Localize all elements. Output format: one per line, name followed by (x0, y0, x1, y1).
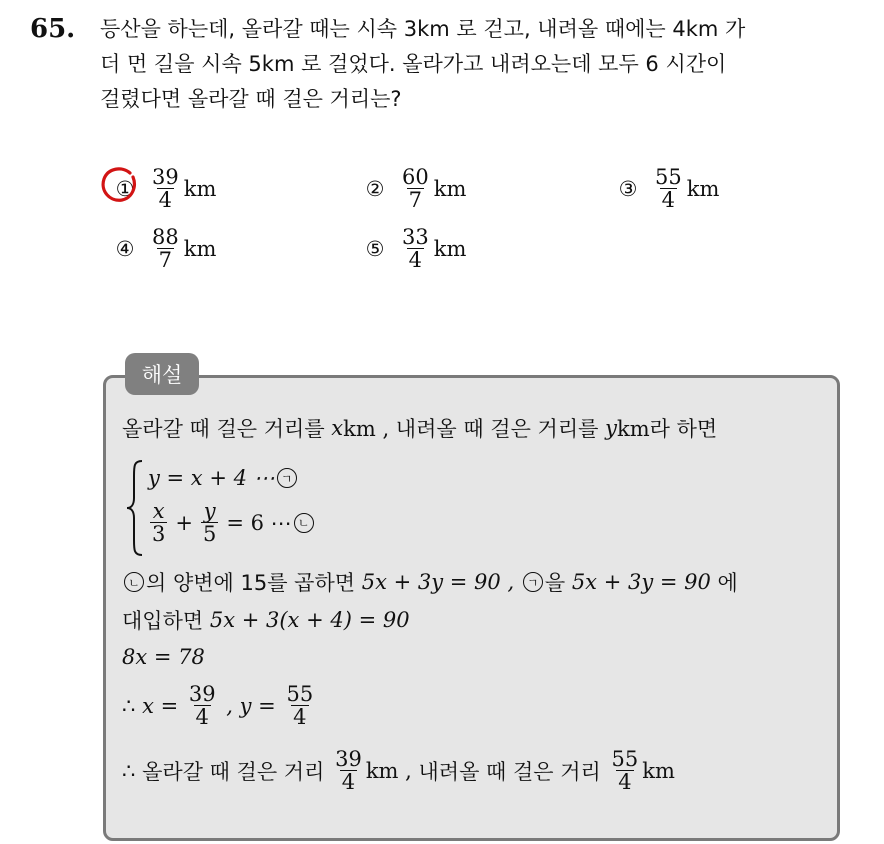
choice-2[interactable] (362, 166, 466, 211)
choice-5[interactable] (362, 226, 466, 271)
choice-2-marker: ② (365, 176, 385, 201)
left-brace-icon (124, 458, 146, 558)
question-text (100, 12, 860, 117)
question-line-3: 걸렸다면 올라갈 때 걸은 거리는? (100, 87, 402, 111)
choice-3-fraction: $\frac{55}{4}$ (655, 165, 682, 212)
solution-final: ∴ 올라갈 때 걸은 거리 $\frac{39}{4}$ km , 내려올 때 걸은 거리 $\frac{55}{4}$ km (122, 747, 675, 794)
choice-1-fraction: $\frac{39}{4}$ (152, 165, 179, 212)
solution-step-2: 대입하면 5x + 3(x + 4) = 90 (122, 608, 410, 633)
choice-4[interactable] (112, 226, 216, 271)
solution-step-1: ㄴ 의 양변에 15를 곱하면 5x + 3y = 90 , ㄱ 을 5x + 3y = 90 에 (122, 567, 738, 597)
choice-4-fraction: $\frac{88}{7}$ (152, 225, 179, 272)
ref-marker-nieun: ㄴ (294, 513, 314, 533)
equation-1: y = x + 4 ⋯ ㄱ (148, 466, 299, 490)
ref-marker-giyeok: ㄱ (277, 468, 297, 488)
choice-3-unit: km (686, 176, 720, 201)
solution-label: 해설 (125, 353, 199, 395)
choice-1-marker: ① (112, 177, 138, 201)
question-line-2: 더 먼 길을 시속 5km 로 걸었다. 올라가고 내려오는데 모두 6 시간이 (100, 52, 727, 76)
choice-4-unit: km (183, 236, 217, 261)
choice-1-unit: km (183, 176, 217, 201)
choice-5-unit: km (433, 236, 467, 261)
equation-system (124, 458, 384, 558)
choice-5-marker: ⑤ (365, 236, 385, 261)
choice-3-marker: ③ (618, 176, 638, 201)
choice-1[interactable] (112, 166, 216, 211)
question-line-1: 등산을 하는데, 올라갈 때는 시속 3km 로 걷고, 내려올 때에는 4km 가 (100, 17, 746, 41)
choice-5-fraction: $\frac{33}{4}$ (402, 225, 429, 272)
choice-4-marker: ④ (115, 236, 135, 261)
choice-3[interactable] (615, 166, 719, 211)
choice-2-unit: km (433, 176, 467, 201)
question-number: 65. (30, 14, 76, 44)
equation-2: $\frac{x}{3}$ + $\frac{y}{5}$ = 6 ⋯ ㄴ (148, 500, 316, 545)
solution-result: ∴ x = $\frac{39}{4}$ , y = $\frac{55}{4}$ (122, 682, 314, 729)
solution-intro: 올라갈 때 걸은 거리를 x km , 내려올 때 걸은 거리를 y km라 하면 (122, 416, 718, 441)
choice-2-fraction: $\frac{60}{7}$ (402, 165, 429, 212)
solution-step-3: 8x = 78 (122, 645, 205, 669)
